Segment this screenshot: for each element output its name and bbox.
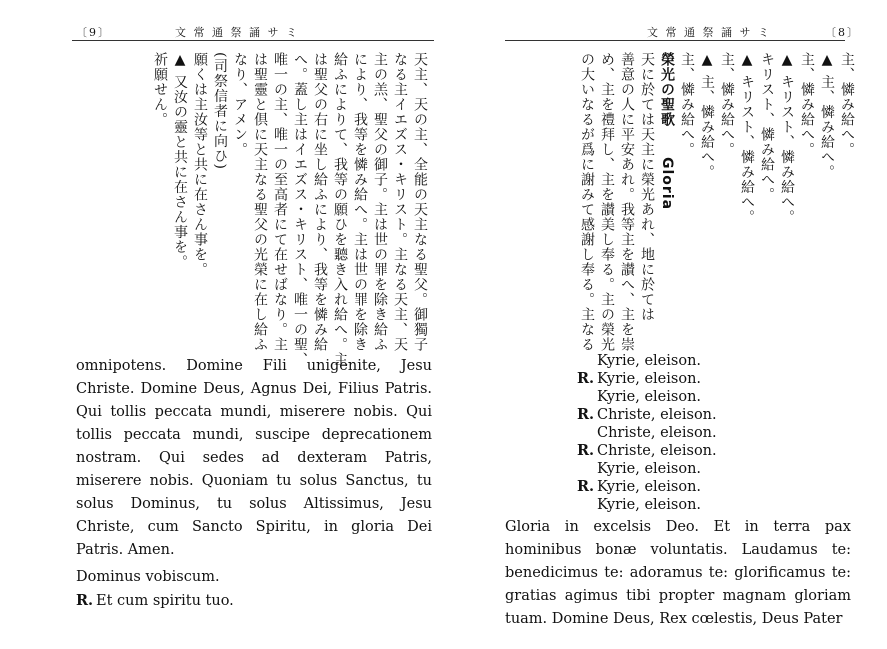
latin-dominus: Dominus vobiscum. <box>76 569 220 585</box>
kyrie-line <box>577 352 817 370</box>
response-marker: R. <box>76 592 94 609</box>
vertical-line: ▲ キリスト、憐み給へ。 <box>779 52 795 225</box>
header-rule <box>72 40 434 41</box>
kyrie-line <box>577 442 817 460</box>
vertical-line: は聖靈と倶に天主なる聖父の光榮に在し給ふ <box>252 52 268 352</box>
vertical-line: ▲ 主、憐み給へ。 <box>819 52 835 180</box>
vertical-line: は聖父の右に坐し給ふにより、我等を憐み給 <box>312 52 328 352</box>
vertical-line: により、我等を憐み給へ。主は世の罪を除き <box>352 52 368 352</box>
vertical-line: 天に於ては天主に榮光あれ、地に於ては <box>639 52 655 322</box>
header-rule <box>505 40 845 41</box>
kyrie-line <box>577 370 817 388</box>
vertical-line: 主の羔、聖父の御子。主は世の罪を除き給ふ <box>372 52 388 352</box>
kyrie-line <box>577 406 817 424</box>
kyrie-line <box>577 478 817 496</box>
left-page <box>0 0 440 649</box>
right-page <box>447 0 887 649</box>
latin-gloria: Gloria in excelsis Deo. Et in terra pax hominibus bonæ voluntatis. Laudamus te: benedicimus te: adoramus te: glorificamus te: gratias agimus tibi propter magnam gloriam tuam. Domine Deus, Rex cœlestis, Deus Pater <box>505 519 851 627</box>
latin-text-block <box>76 355 432 613</box>
kyrie-text: Christe, eleison. <box>597 443 717 459</box>
response-marker: R. <box>577 406 595 423</box>
vertical-line: (司祭信者に向ひ) <box>212 52 228 170</box>
japanese-vertical-text <box>577 52 857 352</box>
response-marker: R. <box>577 370 595 387</box>
vertical-line: キリスト、憐み給へ。 <box>759 52 775 202</box>
vertical-line: 給ふによりて、我等の願ひを聽き入れ給へ。主 <box>332 52 348 367</box>
vertical-line: ▲ キリスト、憐み給へ。 <box>739 52 755 225</box>
response-marker: R. <box>577 478 595 495</box>
response-marker: R. <box>577 442 595 459</box>
vertical-line: 天主、天の主、全能の天主なる聖父。御獨子 <box>412 52 428 352</box>
vertical-line: ▲ 又汝の靈と共に在さん事を。 <box>172 52 188 270</box>
kyrie-text: Kyrie, eleison. <box>597 497 702 513</box>
vertical-line: なる主イエズス・キリスト。主なる天主、天 <box>392 52 408 352</box>
vertical-line: の大いなるが爲に謝みて感謝し奉る。主なる <box>579 52 595 352</box>
kyrie-text: Kyrie, eleison. <box>597 371 702 387</box>
vertical-line: 善意の人に平安あれ。我等主を讃へ、主を崇 <box>619 52 635 352</box>
vertical-line: 主、憐み給へ。 <box>839 52 855 157</box>
kyrie-text: Kyrie, eleison. <box>597 353 702 369</box>
kyrie-text: Kyrie, eleison. <box>597 389 702 405</box>
gloria-latin-block <box>505 516 851 631</box>
kyrie-text: Kyrie, eleison. <box>597 461 702 477</box>
section-heading: 榮光の聖歌 Gloria <box>659 52 675 211</box>
vertical-line: 願くは主汝等と共に在さん事を。 <box>192 52 208 277</box>
kyrie-line <box>577 388 817 406</box>
vertical-line: め、主を禮拜し、主を讃美し奉る。主の榮光 <box>599 52 615 352</box>
kyrie-line <box>577 424 817 442</box>
running-head: 文 常 通 祭 誦 サ ミ <box>647 26 771 39</box>
vertical-line: ▲ 主、憐み給へ。 <box>699 52 715 180</box>
kyrie-line <box>577 496 817 514</box>
latin-response: Et cum spiritu tuo. <box>96 593 234 609</box>
vertical-line: 唯一の主、唯一の至高者にて在せばなり。主 <box>272 52 288 352</box>
vertical-line: 主、憐み給へ。 <box>799 52 815 157</box>
kyrie-text: Christe, eleison. <box>597 407 717 423</box>
running-head: 文 常 通 祭 誦 サ ミ <box>175 26 299 39</box>
japanese-vertical-text <box>150 52 430 367</box>
kyrie-text: Christe, eleison. <box>597 425 717 441</box>
vertical-line: 主、憐み給へ。 <box>719 52 735 157</box>
vertical-line: なり、アメン。 <box>232 52 248 157</box>
kyrie-line <box>577 460 817 478</box>
latin-response-line <box>76 589 432 613</box>
page-number: 〔9〕 <box>76 26 111 39</box>
kyrie-text: Kyrie, eleison. <box>597 479 702 495</box>
kyrie-list <box>577 352 817 514</box>
vertical-line: 主、憐み給へ。 <box>679 52 695 157</box>
vertical-line: 祈願せん。 <box>152 52 168 127</box>
page-number: 〔8〕 <box>825 26 860 39</box>
latin-paragraph: omnipotens. Domine Fili unigenite, Jesu Christe. Domine Deus, Agnus Dei, Filius Patris. Qui tollis peccata mundi, miserere nobis. Qui tollis peccata mundi, suscipe deprecationem nostram. Qui sedes ad dexteram Patris, miserere nobis. Quoniam tu solus Sanctus, tu solus Dominus, tu solus Altissimus, Jesu Christe, cum Sancto Spiritu, in gloria Dei Patris. Amen. <box>76 358 432 558</box>
vertical-line: へ。蓋し主はイエズス・キリスト、唯一の聖、 <box>292 52 308 367</box>
